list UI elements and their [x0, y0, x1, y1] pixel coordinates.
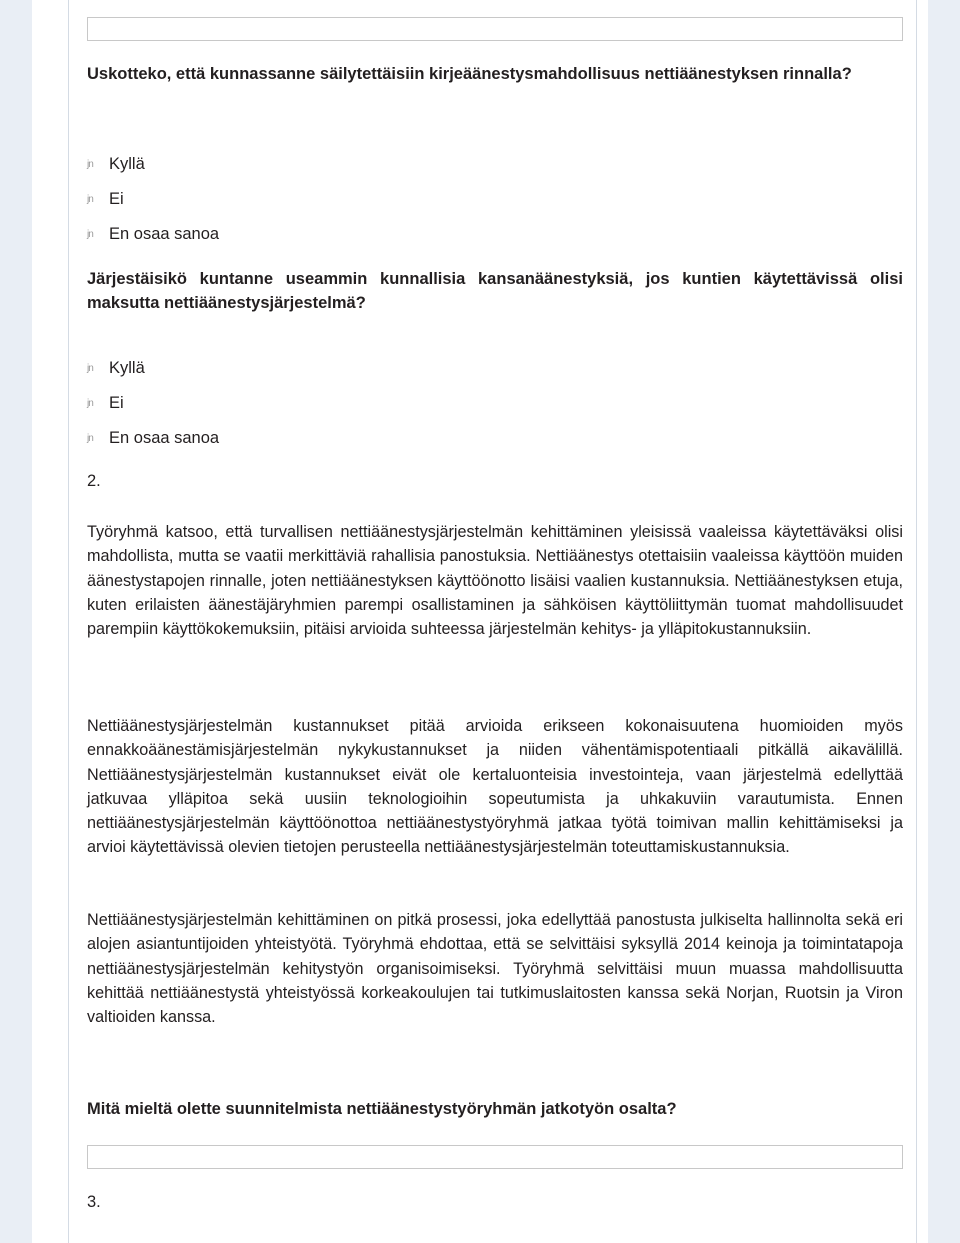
q1-options	[87, 147, 219, 252]
left-border-line	[68, 0, 69, 1243]
radio-button-icon[interactable]: jn	[87, 433, 93, 444]
option-label: Kyllä	[109, 359, 145, 377]
question-follow-up-work: Mitä mieltä olette suunnitelmista nettiäänestystyöryhmän jatkotyön osalta?	[87, 1100, 677, 1118]
section-number: 2.	[87, 472, 101, 490]
section-number: 3.	[87, 1193, 101, 1211]
follow-up-answer-textbox[interactable]	[87, 1145, 903, 1169]
radio-button-icon[interactable]: jn	[87, 398, 93, 409]
radio-button-icon[interactable]: jn	[87, 363, 93, 374]
q1-option-no[interactable]	[87, 182, 219, 217]
option-label: En osaa sanoa	[109, 225, 220, 243]
q2-option-no[interactable]	[87, 386, 219, 421]
right-page-margin	[928, 0, 960, 1243]
option-label: Ei	[109, 190, 124, 208]
question-postal-voting: Uskotteko, että kunnassanne säilytettäisiin kirjeäänestysmahdollisuus nettiäänestyksen rinnalla?	[87, 65, 852, 83]
right-border-line	[916, 0, 917, 1243]
radio-button-icon[interactable]: jn	[87, 159, 93, 170]
q2-option-yes[interactable]	[87, 351, 219, 386]
question-referendums: Järjestäisikö kuntanne useammin kunnallisia kansanäänestyksiä, jos kuntien käytettävissä olisi maksutta nettiäänestysjärjestelmä?	[87, 270, 903, 312]
q2-options	[87, 351, 219, 456]
radio-button-icon[interactable]: jn	[87, 194, 93, 205]
q1-option-dont-know[interactable]	[87, 217, 219, 252]
left-page-margin	[0, 0, 32, 1243]
option-label: En osaa sanoa	[109, 429, 220, 447]
previous-answer-textbox[interactable]	[87, 17, 903, 41]
q1-option-yes[interactable]	[87, 147, 219, 182]
paragraph-development: Nettiäänestysjärjestelmän kehittäminen on pitkä prosessi, joka edellyttää panostusta julkiselta hallinnolta sekä eri alojen asiantuntijoiden yhteistyötä. Työryhmä ehdottaa, että se selvittäisi syksyllä 2014 keinoja ja toimintatapoja nettiäänestysjärjestelmän kehitystyön organisoimiseksi. Työryhmä selvittäisi muun muassa mahdollisuutta kehittää nettiäänestystä yhteistyössä korkeakoulujen tai tutkimuslaitosten kanssa sekä Norjan, Ruotsin ja Viron valtioiden kanssa.	[87, 911, 903, 1027]
radio-button-icon[interactable]: jn	[87, 229, 93, 240]
option-label: Kyllä	[109, 155, 145, 173]
option-label: Ei	[109, 394, 124, 412]
paragraph-feasibility: Työryhmä katsoo, että turvallisen nettiäänestysjärjestelmän kehittäminen yleisissä vaaleissa käytettäväksi olisi mahdollista, mutta se vaatii merkittäviä rahallisia panostuksia. Nettiäänestys otettaisiin vaaleissa käyttöön muiden äänestystapojen rinnalle, joten nettiäänestyksen käyttöönotto lisäisi vaalien kustannuksia. Nettiäänestyksen etuja, kuten erilaisten äänestäjäryhmien parempi osallistaminen ja sähköisen käyttöliittymän tuomat mahdollisuudet parempiin käyttökokemuksiin, pitäisi arvioida suhteessa järjestelmän kehitys- ja ylläpitokustannuksiin.	[87, 523, 903, 639]
paragraph-costs: Nettiäänestysjärjestelmän kustannukset pitää arvioida erikseen kokonaisuutena huomioiden myös ennakkoäänestämisjärjestelmän nykykustannukset ja niiden vähentämispotentiaali pitkällä aikavälillä. Nettiäänestysjärjestelmän kustannukset eivät ole kertaluonteisia investointeja, vaan järjestelmä edellyttää jatkuvaa ylläpitoa sekä uusiin teknologioihin sopeutumista ja uhkakuviin varautumista. Ennen nettiäänestysjärjestelmän käyttöönottoa nettiäänestystyöryhmä jatkaa työtä toimivan mallin kehittämiseksi ja arvioi käytettävissä olevien tietojen perusteella nettiäänestysjärjestelmän toteuttamiskustannuksia.	[87, 717, 903, 857]
q2-option-dont-know[interactable]	[87, 421, 219, 456]
